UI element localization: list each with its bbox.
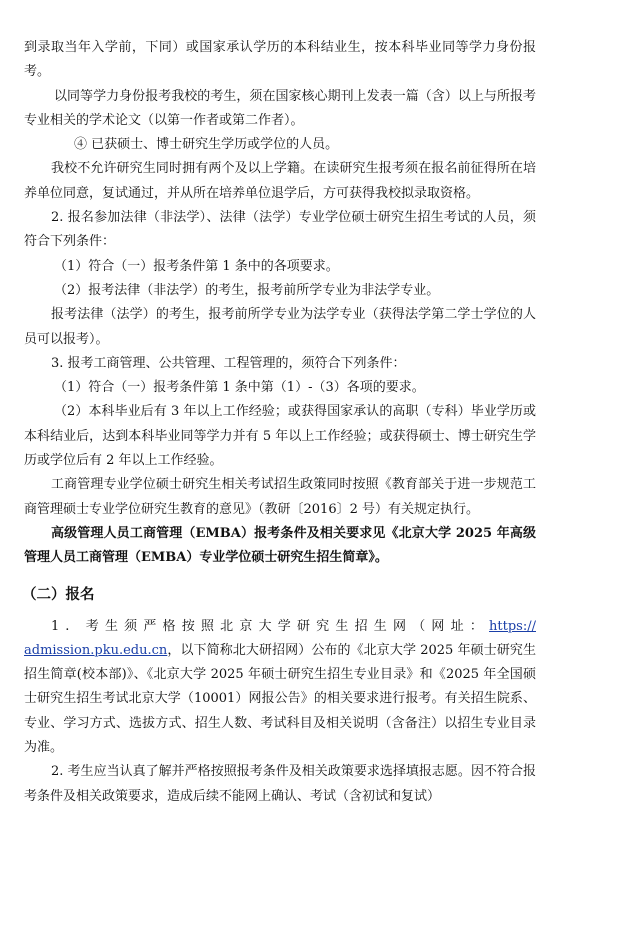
registration-lead: 1. 考生须严格按照北京大学研究生招生网（网址： [51, 618, 490, 634]
admission-website-link[interactable]: https://admission.pku.edu.cn [24, 618, 536, 658]
paragraph-management-condition-2: （2）本科毕业后有 3 年以上工作经验；或获得国家承认的高职（专科）毕业学历或本科结业后，达到本科毕业同等学力并有 5 年以上工作经验；或获得硕士、博士研究生学历或学位后有 2 年以上工作经验。 [24, 404, 536, 469]
paragraph-equivalent-requirement: 以同等学力身份报考我校的考生，须在国家核心期刊上发表一篇（含）以上与所报考专业相关的学术论文（以第一作者或第二作者）。 [24, 88, 536, 128]
paragraph-law-condition-1: （1）符合（一）报考条件第 1 条中的各项要求。 [54, 258, 339, 274]
paragraph-volunteer-selection: 2. 考生应当认真了解并严格按照报考条件及相关政策要求选择填报志愿。因不符合报考条件及相关政策要求，造成后续不能网上确认、考试（含初试和复试） [24, 764, 536, 804]
registration-tail: ，以下简称北大研招网）公布的《北京大学 2025 年硕士研究生招生简章(校本部)》、《北京大学 2025 年硕士研究生招生专业目录》和《2025 年全国硕士研究生招生考试北京大学（10001）网报公告》的相关要求进行报考。有关招生院系、专业、学习方式、选拔方式、招生人数、考试科目及相关说明（含备注）以招生专业目录为准。 [24, 642, 536, 756]
paragraph-law-jurisprudence: 报考法律（法学）的考生，报考前所学专业为法学专业（获得法学第二学士学位的人员可以报考）。 [24, 307, 536, 347]
section-heading-registration: （二）报名 [22, 585, 95, 603]
paragraph-management-condition-1: （1）符合（一）报考条件第 1 条中第（1）-（3）各项的要求。 [54, 380, 425, 396]
paragraph-management-conditions: 3. 报考工商管理、公共管理、工程管理的，须符合下列条件： [51, 355, 406, 371]
paragraph-law-condition-2: （2）报考法律（非法学）的考生，报考前所学专业为非法学专业。 [54, 282, 440, 298]
paragraph-masters-doctorate: ④ 已获硕士、博士研究生学历或学位的人员。 [74, 137, 339, 153]
paragraph-enrollment-status: 我校不允许研究生同时拥有两个及以上学籍。在读研究生报考须在报名前征得所在培养单位同意，复试通过，并从所在培养单位退学后，方可获得我校拟录取资格。 [24, 161, 536, 201]
paragraph-emba-notice: 高级管理人员工商管理（EMBA）报考条件及相关要求见《北京大学 2025 年高级管理人员工商管理（EMBA）专业学位硕士研究生招生简章》。 [24, 525, 536, 566]
paragraph-graduate-status: 到录取当年入学前，下同）或国家承认学历的本科结业生，按本科毕业同等学力身份报考。 [24, 40, 536, 80]
paragraph-law-conditions: 2. 报名参加法律（非法学）、法律（法学）专业学位硕士研究生招生考试的人员，须符合下列条件： [24, 210, 536, 250]
paragraph-mba-policy: 工商管理专业学位硕士研究生相关考试招生政策同时按照《教育部关于进一步规范工商管理硕士专业学位研究生教育的意见》（教研〔2016〕2 号）有关规定执行。 [24, 477, 536, 517]
paragraph-registration-instructions [24, 615, 536, 761]
